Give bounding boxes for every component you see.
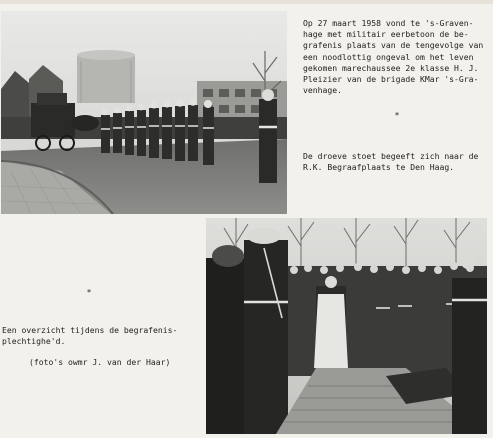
text-line: grafenis plaats van de tengevolge van xyxy=(303,40,484,51)
graveside-ceremony-photo xyxy=(206,218,487,434)
text-line: R.K. Begraafplaats te Den Haag. xyxy=(303,162,455,173)
separator-star: * xyxy=(87,288,91,297)
text-line: plechtighe'd. xyxy=(2,336,66,347)
funeral-procession-photo xyxy=(1,11,287,214)
text-line: Een overzicht tijdens de begrafenis- xyxy=(2,325,178,335)
text-line: Pleizier van de brigade KMar 's-Gra- xyxy=(303,74,479,85)
page-edge xyxy=(0,0,493,4)
text-line: gekomen marechaussee 2e klasse H. J. xyxy=(303,62,479,73)
separator-star: * xyxy=(395,111,399,120)
text-line: venhage. xyxy=(303,85,342,96)
text-line: een noodlottig ongeval om het leven xyxy=(303,51,474,62)
article-paragraph-2 xyxy=(303,151,478,173)
text-line: Op 27 maart 1958 vond te 's-Graven- xyxy=(303,18,474,28)
photo-caption xyxy=(2,325,177,347)
photo-credit: (foto's owmr J. van der Haar) xyxy=(29,357,171,367)
article-paragraph-1 xyxy=(303,18,483,96)
text-line: hage met militair eerbetoon de be- xyxy=(303,29,469,40)
text-line: De droeve stoet begeeft zich naar de xyxy=(303,151,479,161)
